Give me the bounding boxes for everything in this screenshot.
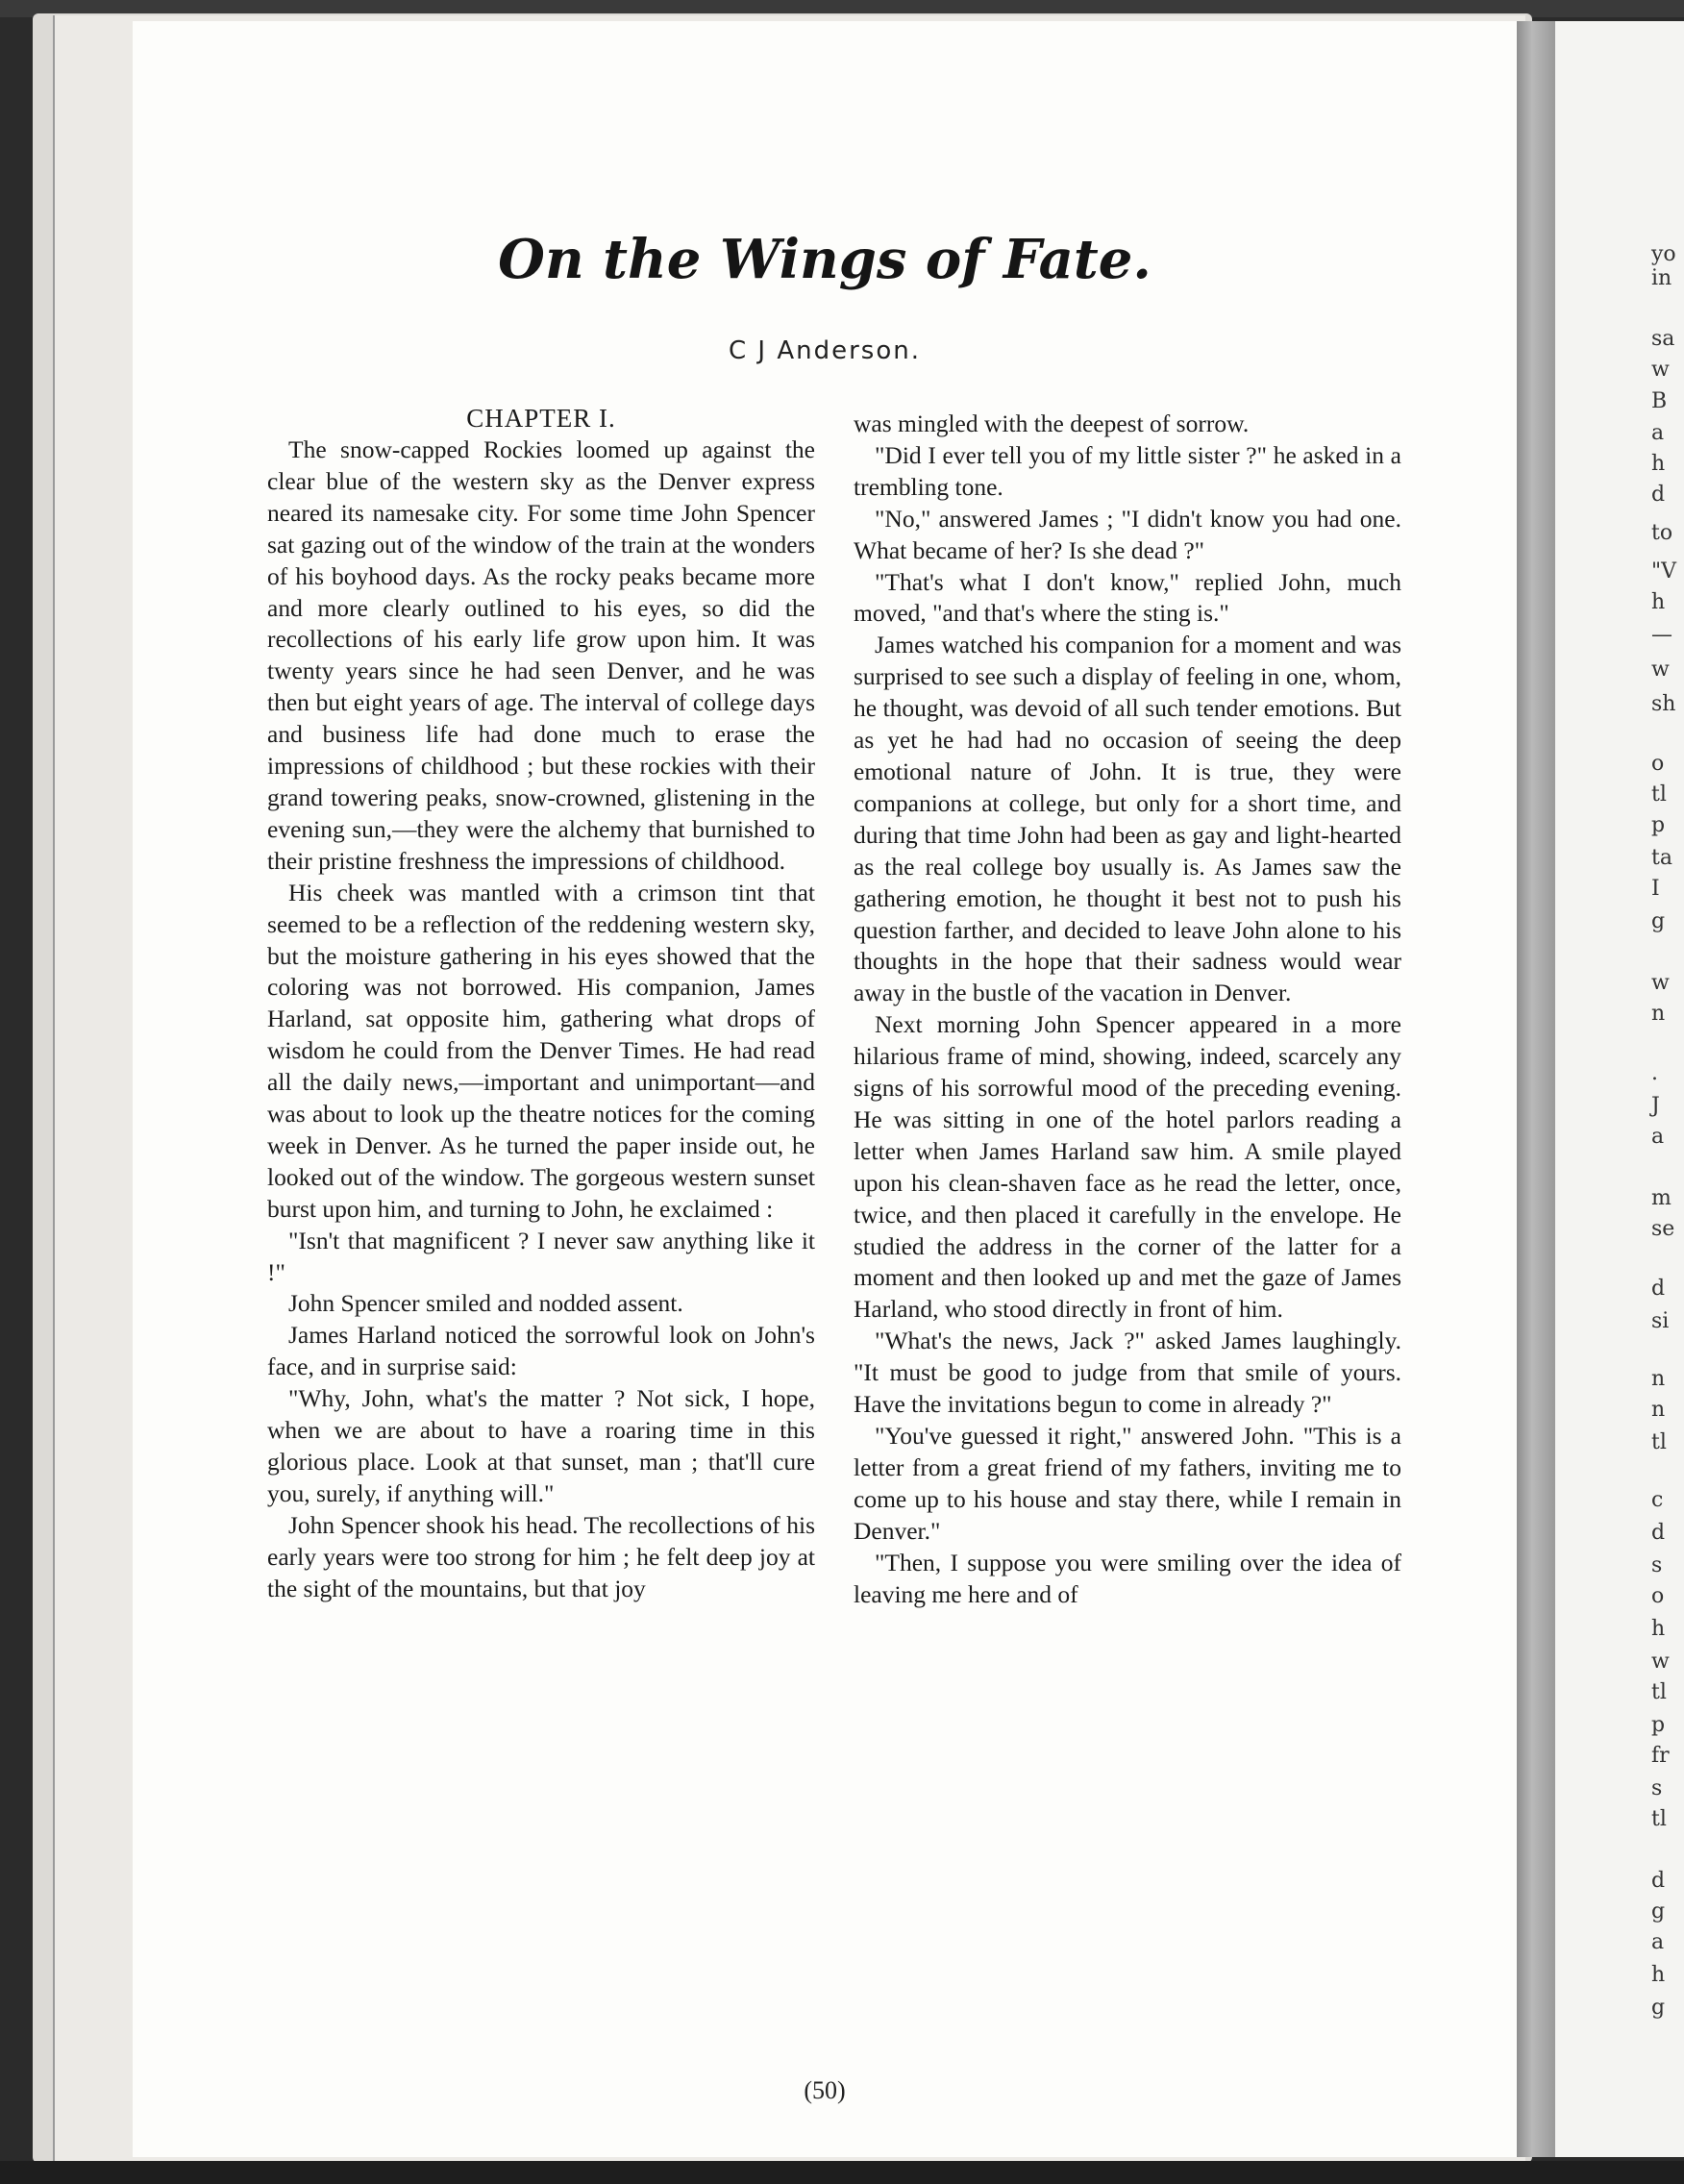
next-page-fragment: h (1651, 590, 1666, 614)
scan-bottom-border (0, 2161, 1684, 2184)
paragraph: John Spencer shook his head. The recollections of his early years were too strong for him ; he felt deep joy at the sight of the mountains, but that joy (267, 1510, 815, 1602)
paragraph: "Isn't that magnificent ? I never saw anything like it !" (267, 1226, 815, 1286)
next-page-fragment: p (1651, 1713, 1666, 1737)
next-page-fragment: h (1651, 452, 1666, 476)
next-page-fragment: a (1651, 421, 1665, 445)
paragraph: "You've guessed it right," answered John. "This is a letter from a great friend of my fathers, inviting me to come up to his house and stay there, while I remain in Denver." (854, 1422, 1401, 1545)
next-page-fragment: w (1651, 971, 1670, 995)
next-page-fragment: s (1651, 1553, 1663, 1577)
next-page-fragment: . (1651, 1061, 1658, 1085)
next-page-fragment: B (1651, 389, 1668, 413)
paragraph: John Spencer smiled and nodded assent. (288, 1289, 683, 1318)
next-page-fragment: d (1651, 483, 1666, 507)
next-page-fragment: w (1651, 358, 1670, 382)
next-page-fragment: g (1651, 1899, 1666, 1923)
next-page-fragment: g (1651, 1996, 1666, 2020)
next-page-fragment: in (1651, 266, 1672, 290)
article-author: C J Anderson. (728, 336, 921, 365)
next-page-fragment: yo (1651, 242, 1676, 266)
paragraph: His cheek was mantled with a crimson tint that seemed to be a reflection of the reddening western sky, but the moisture gathering in his eyes showed that the coloring was not borrowed. His companion, James Harland, sat opposite him, gathering what drops of wisdom he could from the Denver Times. He had read all the daily news,—important and unimportant—and was about to look up the theatre notices for the coming week in Denver. As he turned the paper inside out, he looked out of the window. The gorgeous western sunset burst upon him, and turning to John, he exclaimed : (267, 878, 815, 1223)
next-page-fragment: sh (1651, 692, 1676, 716)
next-page-fragment: J (1651, 1094, 1660, 1118)
page-number: (50) (804, 2076, 846, 2104)
next-page-fragment: m (1651, 1186, 1672, 1210)
next-page-fragment: n (1651, 1367, 1666, 1391)
next-page-fragment: s (1651, 1776, 1663, 1800)
next-page-fragment: h (1651, 1963, 1666, 1987)
next-page-fragment: a (1651, 1930, 1665, 1954)
paragraph: James Harland noticed the sorrowful look on John's face, and in surprise said: (267, 1321, 815, 1381)
article-title: On the Wings of Fate. (498, 228, 1152, 291)
next-page-fragment: d (1651, 1521, 1666, 1545)
next-page-fragment: h (1651, 1617, 1666, 1641)
next-page-fragment: tl (1651, 1430, 1667, 1454)
next-page-fragment: se (1651, 1217, 1675, 1241)
next-page-fragment: I (1651, 877, 1660, 901)
next-page-edge (1555, 21, 1684, 2157)
paragraph: "Then, I suppose you were smiling over the idea of leaving me here and of (854, 1548, 1401, 1608)
next-page-fragment: to (1651, 521, 1673, 545)
next-page-fragment: o (1651, 1584, 1665, 1608)
paragraph: "What's the news, Jack ?" asked James laughingly. "It must be good to judge from that smile of yours. Have the invitations begun to come in already ?" (854, 1327, 1401, 1419)
paragraph: "No," answered James ; "I didn't know you had one. What became of her? Is she dead ?" (854, 504, 1401, 564)
next-page-fragment: ta (1651, 846, 1672, 870)
next-page-fragment: si (1651, 1309, 1670, 1333)
next-page-fragment: "V (1651, 559, 1677, 583)
book-page (133, 21, 1517, 2157)
next-page-fragment: d (1651, 1277, 1666, 1301)
next-page-fragment: n (1651, 1398, 1666, 1422)
paragraph: "That's what I don't know," replied John, much moved, "and that's where the sting is." (854, 567, 1401, 628)
paragraph: James watched his companion for a moment and was surprised to see such a display of feeling in one, whom, he thought, was devoid of all such tender emotions. But as yet he had had no occasion of seeing the deep emotional nature of John. It is true, they were companions at college, but only for a short time, and during that time John had been as gay and light-hearted as the real college boy usually is. As James saw the gathering emotion, he thought it best not to push his question farther, and decided to leave John alone to his thoughts in the hope that their sadness would wear away in the bustle of the vacation in Denver. (854, 631, 1401, 1007)
next-page-fragment: d (1651, 1869, 1666, 1893)
left-column (267, 402, 815, 1605)
next-page-fragment: w (1651, 658, 1670, 682)
next-page-fragment: tl (1651, 1807, 1667, 1831)
next-page-fragment: sa (1651, 327, 1675, 351)
next-page-fragment: tl (1651, 1680, 1667, 1704)
next-page-fragment: p (1651, 813, 1666, 837)
chapter-heading: CHAPTER I. (466, 404, 616, 433)
next-page-fragment: w (1651, 1650, 1670, 1674)
next-page-fragment: a (1651, 1125, 1665, 1149)
next-page-fragment: g (1651, 909, 1666, 933)
next-page-fragment: n (1651, 1002, 1666, 1026)
next-page-fragment: tl (1651, 782, 1667, 807)
next-page-fragment: o (1651, 752, 1665, 776)
next-page-fragment: c (1651, 1488, 1664, 1512)
book-binding-gutter (1517, 21, 1555, 2157)
paragraph: The snow-capped Rockies loomed up against the clear blue of the western sky as the Denver express neared its namesake city. For some time John Spencer sat gazing out of the window of the train at the wonders of his boyhood days. As the rocky peaks became more and more clearly outlined to his eyes, so did the recollections of his early life grow upon him. It was twenty years since he had seen Denver, and he was then but eight years of age. The interval of college days and business life had done much to erase the impressions of childhood ; but these rockies with their grand towering peaks, snow-crowned, glistening in the evening sun,—they were the alchemy that burnished to their pristine freshness the impressions of childhood. (267, 435, 815, 875)
paragraph-continuation: was mingled with the deepest of sorrow. (854, 410, 1250, 437)
next-page-fragment: — (1651, 623, 1672, 647)
paragraph: "Did I ever tell you of my little sister ?" he asked in a trembling tone. (854, 440, 1401, 501)
paragraph: "Why, John, what's the matter ? Not sick, I hope, when we are about to have a roaring time in this glorious place. Look at that sunset, man ; that'll cure you, surely, if anything will." (267, 1384, 815, 1507)
right-column (854, 409, 1401, 1610)
next-page-fragment: fr (1651, 1744, 1670, 1768)
paragraph: Next morning John Spencer appeared in a more hilarious frame of mind, showing, indeed, scarcely any signs of his sorrowful mood of the preceding evening. He was sitting in one of the hotel parlors reading a letter when James Harland saw him. A smile played upon his clean-shaven face as he read the letter, once, twice, and then placed it carefully in the envelope. He studied the address in the corner of the latter for a moment and then looked up and met the gaze of James Harland, who stood directly in front of him. (854, 1010, 1401, 1324)
